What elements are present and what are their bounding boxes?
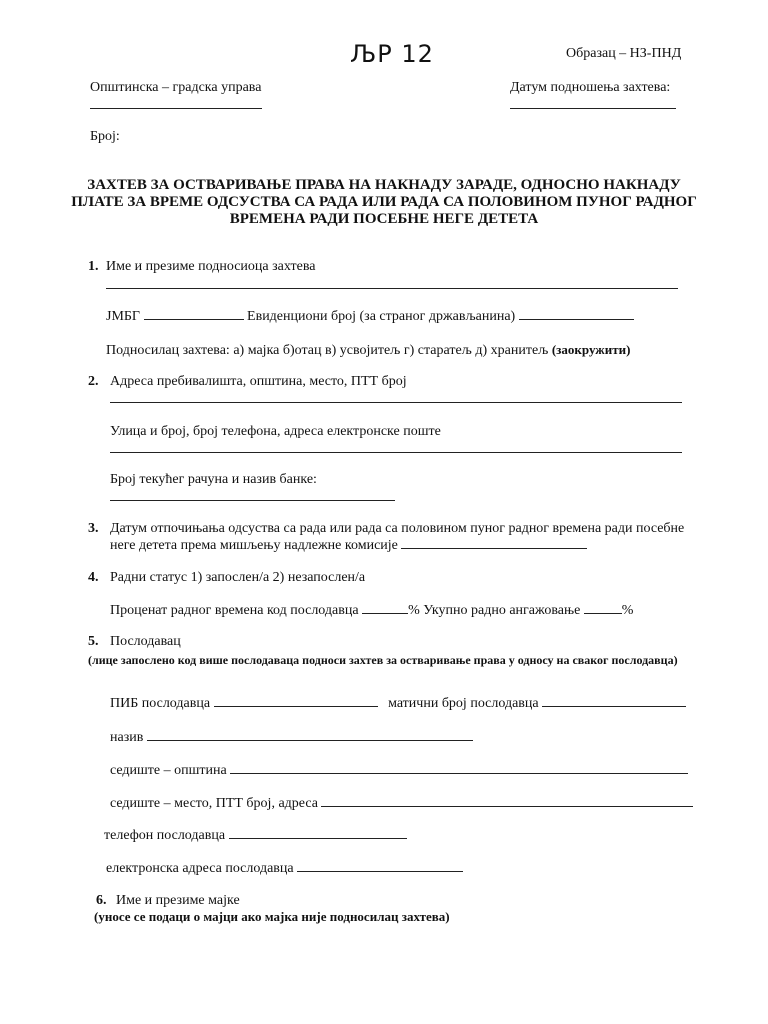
residence-label: Адреса пребивалишта, општина, место, ПТТ број	[110, 374, 407, 389]
applicant-type-note: (заокружити)	[551, 342, 631, 357]
employer-email-field[interactable]	[297, 870, 463, 872]
employer-note: (лице запослено код више послодаваца подноси захтев за остваривање права у односу на сваког послодавца)	[88, 653, 678, 667]
street-line[interactable]	[110, 452, 682, 453]
applicant-name-label: Име и презиме подносиоца захтева	[106, 259, 316, 274]
pib-field[interactable]	[214, 705, 378, 707]
pib-row	[110, 696, 686, 712]
seat-municipality-field[interactable]	[230, 772, 688, 774]
form-code: ЉР 12	[350, 40, 434, 68]
applicant-type-row	[106, 342, 630, 359]
seat-municipality-row	[110, 763, 688, 779]
leave-start-field[interactable]	[401, 547, 587, 549]
mother-note: (уносе се подаци о мајци ако мајка није подносилац захтева)	[94, 909, 450, 924]
jmbg-label: ЈМБГ	[106, 309, 141, 324]
total-engagement-field[interactable]	[584, 612, 622, 614]
employer-name-label: назив	[110, 730, 144, 745]
mb-label: матични број послодавца	[388, 696, 539, 711]
form-title: ЗАХТЕВ ЗА ОСТВАРИВАЊЕ ПРАВА НА НАКНАДУ ЗАРАДЕ, ОДНОСНО НАКНАДУ ПЛАТЕ ЗА ВРЕМЕ ОДСУСТВА СА РАДА ИЛИ РАДА СА ПОЛОВИНОМ ПУНОГ РАДНОГ ВРЕМЕНА РАДИ ПОСЕБНЕ НЕГЕ ДЕТЕТА	[71, 177, 697, 227]
work-percent-row	[110, 603, 633, 619]
employer-name-row	[110, 730, 473, 746]
section-2-number: 2.	[88, 374, 99, 389]
evid-label: Евиденциони број (за страног држављанина)	[247, 309, 516, 324]
jmbg-field[interactable]	[144, 318, 244, 320]
seat-place-field[interactable]	[321, 805, 693, 807]
employer-label: Послодавац	[110, 634, 181, 649]
section-6-number: 6.	[96, 893, 107, 908]
date-label: Датум подношења захтева:	[510, 80, 671, 95]
jmbg-row	[106, 309, 634, 325]
section-5-number: 5.	[88, 634, 99, 649]
account-label: Број текућег рачуна и назив банке:	[110, 472, 317, 487]
seat-place-row	[110, 796, 693, 812]
residence-line[interactable]	[110, 402, 682, 403]
total-percent-sign: %	[621, 603, 634, 618]
employer-email-row	[106, 861, 463, 877]
authority-label: Општинска – градска управа	[90, 80, 262, 95]
form-id: Образац – НЗ-ПНД	[566, 46, 682, 61]
section-4-number: 4.	[88, 570, 99, 585]
section-1-number: 1.	[88, 259, 99, 274]
seat-municipality-label: седиште – општина	[110, 763, 227, 778]
mb-field[interactable]	[542, 705, 686, 707]
work-percent-label: Проценат радног времена код послодавца	[110, 603, 359, 618]
section-3-number: 3.	[88, 521, 99, 536]
authority-line[interactable]	[90, 108, 262, 109]
percent-sign: %	[408, 603, 420, 618]
mother-name-label: Име и презиме мајке	[116, 893, 240, 908]
employer-phone-row	[104, 828, 407, 844]
leave-start-label-2: неге детета према мишљењу надлежне комисије	[110, 538, 398, 553]
evid-field[interactable]	[519, 318, 634, 320]
applicant-name-line[interactable]	[106, 288, 678, 289]
account-line[interactable]	[110, 500, 395, 501]
street-label: Улица и број, број телефона, адреса електронске поште	[110, 424, 441, 439]
total-engagement-label: Укупно радно ангажовање	[423, 603, 581, 618]
employer-name-field[interactable]	[147, 739, 473, 741]
leave-start-label-1: Датум отпочињања одсуства са рада или рада са половином пуног радног времена ради посебне	[110, 521, 685, 536]
date-line[interactable]	[510, 108, 676, 109]
employer-email-label: електронска адреса послодавца	[106, 861, 294, 876]
leave-start-row	[110, 538, 587, 554]
pib-label: ПИБ послодавца	[110, 696, 211, 711]
number-label: Број:	[90, 129, 120, 144]
employer-phone-label: телефон послодавца	[104, 828, 226, 843]
employer-phone-field[interactable]	[229, 837, 407, 839]
applicant-type-label[interactable]: Подносилац захтева: а) мајка б)отац в) усвојитељ г) старатељ д) хранитељ	[106, 343, 549, 358]
seat-place-label: седиште – место, ПТТ број, адреса	[110, 796, 318, 811]
work-percent-field[interactable]	[362, 612, 408, 614]
work-status-label[interactable]: Радни статус 1) запослен/а 2) незапослен/а	[110, 570, 366, 585]
